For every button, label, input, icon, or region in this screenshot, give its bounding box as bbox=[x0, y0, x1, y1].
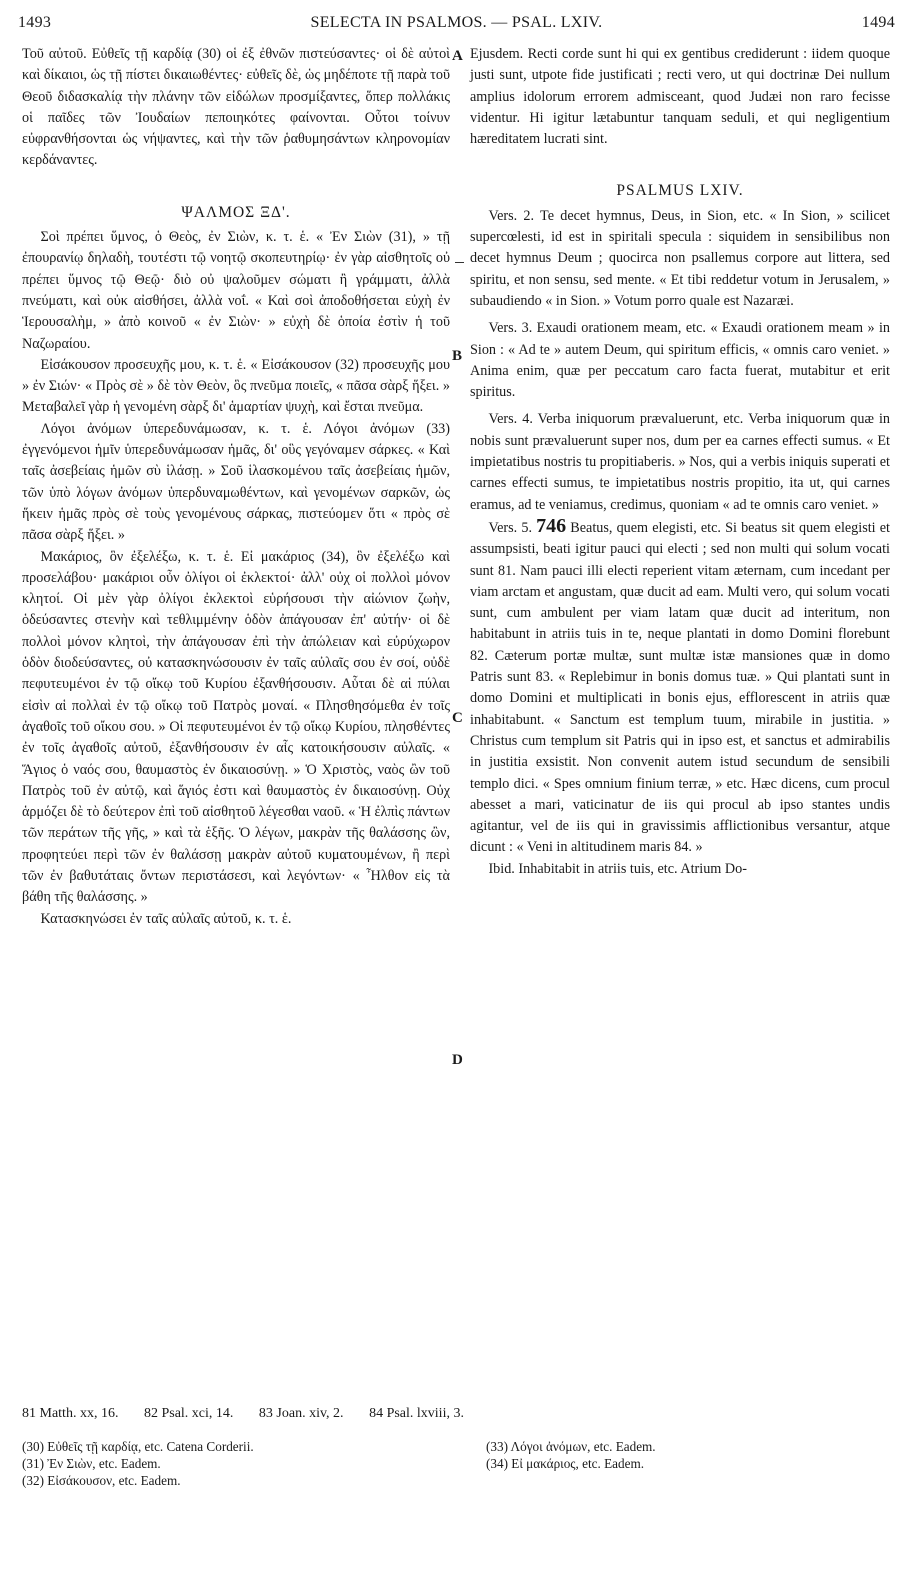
source-notes-left bbox=[22, 1438, 442, 1489]
latin-psalm-title: PSALMUS LXIV. bbox=[616, 182, 744, 200]
margin-letter-d: D bbox=[452, 1052, 463, 1068]
footnote: 81 Matth. xx, 16. bbox=[22, 1406, 119, 1421]
footnotes bbox=[22, 1406, 891, 1422]
margin-letter-a: A bbox=[452, 48, 463, 64]
greek-intro: Τοῦ αὐτοῦ. Εὐθεῖς τῇ καρδίᾳ (30) οἱ ἐξ ἐθνῶν πιστεύσαντες· οἱ δὲ αὐτοὶ καὶ δίκαιοι, ὡς τῇ πίστει δικαιωθέντες· εὐθεῖς δὲ, ὡς μηδέποτε τῇ παρὰ τοῦ Θεοῦ διδασκαλίᾳ τὴν πλάνην τῶν εἰδώλων προσμίξαντες, ὅπερ πολλάκις οἱ παῖδες τῶν Ἰουδαίων πεποιηκότες φαίνονται. Οὗτοι τοίνυν εὐφρανθήσονται ὡς νήψαντες, καὶ τὴν τῶν ῥαθυμησάντων κληρονομίαν κερδάναντες. bbox=[22, 46, 450, 169]
latin-paragraph-1: Vers. 2. Te decet hymnus, Deus, in Sion, etc. « In Sion, » scilicet supercœlesti, id est in spiritali specula : siquidem in sensibilibus non decet hymnus Deum ; quocirca non psallemus corpore aut littera, sed spiritu, et non sensu, sed mente. « Et tibi reddetur votum in Jerusalem, » subaudiendo « in Sion. » Votum porro quale est Nazaræi. bbox=[470, 207, 890, 309]
footnote: 83 Joan. xiv, 2. bbox=[258, 1406, 344, 1421]
running-header bbox=[18, 14, 895, 36]
greek-paragraph-5: Κατασκηνώσει ἐν ταῖς αὐλαῖς αὐτοῦ, κ. τ. ἑ. bbox=[40, 910, 292, 927]
running-title: SELECTA IN PSALMOS. — PSAL. LXIV. bbox=[310, 14, 603, 31]
source-notes-right bbox=[486, 1438, 886, 1472]
greek-paragraph-3: Λόγοι ἀνόμων ὑπερεδυνάμωσαν, κ. τ. ἑ. Λόγοι ἀνόμων (33) ἐγγενόμενοι ἡμῖν ὑπερεδυνάμωσαν ἡμᾶς, δι' οὓς γεγόναμεν σάρκες. « Καὶ ταῖς ἀσεβείαις ἡμῶν σὺ ἱλάσῃ. » Σοῦ ἱλασκομένου ταῖς ἀσεβείαις ἡμῶν, τῶν ὑπὸ λόγων ἀνόμων ὑπερδυναμωθέντων, καὶ γενομένων σαρκῶν, ὡς ἥκειν ἡμᾶς πρὸς σὲ τοὺς γενομένους σάρκας, πιστεύομεν ὅτι « πρὸς σὲ πᾶσα σὰρξ ἥξει. » bbox=[22, 420, 450, 544]
latin-column bbox=[470, 44, 890, 880]
page-number-left: 1493 bbox=[18, 14, 52, 31]
greek-paragraph-4: Μακάριος, ὃν ἐξελέξω, κ. τ. ἑ. Εἰ μακάριος (34), ὃν ἐξελέξω καὶ προσελάβου· μακάριοι οὖν ὀλίγοι οἱ ἐκλεκτοί· ἀλλ' οὐχ οἱ πολλοὶ μόνον κλητοί. Οἱ μὲν γὰρ ὀλίγοι ἐκλεκτοὶ εὑρήσουσι τὴν αἰώνιον ζωὴν, ὁδεύσαντες στενὴν καὶ τεθλιμμένην ὁδὸν ἀπάγουσαν ἐπ' αὐτήν· οἱ δὲ πολλοὶ μόνον κλητοὶ, τὴν ἀπάγουσαν ἐπὶ τὴν ἀπώλειαν καὶ εὐρύχωρον ὁδὸν διοδεύσαντες, οὐ κατασκηνώσουσιν ἐν ταῖς αὐλαῖς σου ἐν σοί, οὐδὲ πεφυτευμένοι ἐν τῷ οἴκῳ τοῦ Κυρίου ἐξανθήσουσιν. Αὗται δὲ αἱ πύλαι εἰσὶν αἱ πολλαὶ ἐν τῷ οἴκῳ τοῦ Πατρὸς μοναί. « Πλησθησόμεθα ἐν τοῖς ἀγαθοῖς τοῦ οἴκου σου. » Οἱ πεφυτευμένοι ἐν τῷ οἴκῳ Κυρίου, πλησθέντες ἐν τοῖς ἀγαθοῖς αὐτοῦ, ἐξανθήσουσιν ἐν αἷς κατοικήσουσιν αὐλαῖς. « Ἅγιος ὁ ναός σου, θαυμαστὸς ἐν δικαιοσύνῃ. » Ὁ Χριστὸς, ναὸς ὢν τοῦ Πατρὸς τοῦ ἐν αὐτῷ, καὶ ἅγιός ἐστι καὶ θαυμαστὸς ἐν δικαιοσύνῃ. Οὐχ ἁρμόζει δὲ τὸ δεύτερον ἐπὶ τοῦ αἰσθητοῦ λέγεσθαι ναοῦ. « Ἡ ἐλπὶς πάντων τῶν περάτων τῆς γῆς, » καὶ τὰ ἑξῆς. Ὁ λέγων, μακρὰν τῆς θαλάσσης ὢν, προφητεύει περὶ τῶν ἐν θαλάσσῃ μακρὰν αὐτοῦ κυματουμένων, ἢ περὶ τῶν ἐν βαθυτάταις ὄντων περιστάσεσι, καὶ λεγόντων· « Ἦλθον εἰς τὰ βάθη τῆς θαλάσσης. » bbox=[22, 548, 450, 906]
latin-paragraph-3: Vers. 4. Verba iniquorum prævaluerunt, etc. Verba iniquorum quæ in nobis sunt prævaluerunt super nos, dum per ea carnes effecti sumus. « Et impietatibus nostris tu propitiaberis. » Nos, qui a verbis iniquis superati et carnes effecti sumus, te impietatibus nostris propitio, ita ut, qui carnes eramus, ad te veniamus, credimus, quoniam « ad te omnis caro veniet. » bbox=[470, 411, 890, 513]
latin-intro: Ejusdem. Recti corde sunt hi qui ex gentibus crediderunt : iidem quoque justi sunt, utpote fide justificati ; recti vero, ut qui doctrinæ Dei nullum amplius idolorum errorem admisceant, quod Judæi non raro fecisse videntur. Hi igitur lætabuntur tanquam seduli, et qui negligentium hæreditatem lucrati sint. bbox=[470, 46, 890, 148]
verse-label: Vers. 5. bbox=[488, 519, 537, 536]
source-note: (34) Εἰ μακάριος, etc. Eadem. bbox=[486, 1456, 644, 1471]
greek-paragraph-1: Σοὶ πρέπει ὕμνος, ὁ Θεὸς, ἐν Σιὼν, κ. τ. ἑ. « Ἐν Σιὼν (31), » τῇ ἐπουρανίῳ δηλαδὴ, τουτέστι τῷ νοητῷ σκοπευτηρίῳ· ἐν γὰρ αἰσθητοῖς οὐ πρέπει ὕμνος τῷ Θεῷ· διὸ οὐ ψαλοῦμεν σώματι ἢ γράμματι, ἀλλὰ πνεύματι, καὶ οὐκ αἰσθήσει, ἀλλὰ νοΐ. « Καὶ σοὶ ἀποδοθήσεται εὐχὴ ἐν Ἱερουσαλὴμ, » ἀπὸ κοινοῦ « ἐν Σιὼν· » εὐχὴ δὲ ὁποία ἐστὶν ἡ τοῦ Ναζωραίου. bbox=[22, 229, 450, 352]
footnote: 84 Psal. lxviii, 3. bbox=[369, 1406, 464, 1421]
column-number: 746 bbox=[536, 514, 567, 537]
source-note: (32) Εἰσάκουσον, etc. Eadem. bbox=[22, 1473, 181, 1488]
source-note: (33) Λόγοι ἀνόμων, etc. Eadem. bbox=[486, 1439, 656, 1454]
margin-letter-b: B bbox=[452, 348, 463, 364]
source-note: (30) Εὐθεῖς τῇ καρδίᾳ, etc. Catena Corderii. bbox=[22, 1439, 254, 1454]
latin-paragraph-5: Ibid. Inhabitabit in atriis tuis, etc. Atrium Do- bbox=[488, 860, 747, 877]
greek-psalm-title: ΨΑΛΜΟΣ ΞΔ'. bbox=[181, 203, 291, 221]
latin-paragraph-2: Vers. 3. Exaudi orationem meam, etc. « Exaudi orationem meam » in Sion : « Ad te » autem Deum, qui spiritum efficis, « omnis caro veniet. » Anima enim, quæ per peccatum caro facta fuerat, mutabitur et erit spiritus. bbox=[470, 320, 890, 401]
footnote: 82 Psal. xci, 14. bbox=[143, 1406, 234, 1421]
greek-column bbox=[22, 44, 450, 930]
margin-letter-c: C bbox=[452, 710, 463, 726]
latin-paragraph-4-text: Beatus, quem elegisti, etc. Si beatus sit quem elegisti et assumpsisti, beati igitur pauci qui electi ; sed non multi qui solum vocati sunt 81. Nam pauci illi electi reperient vitam æternam, cum incedant per viam arctam et angustam, quæ ducit ad eam. Multi vero, qui solum vocati sunt, cum ambulent per viam latam quæ ducit ad interitum, non habitabunt in atriis tuis in te, neque plantati in domo Domini florebunt 82. Cæterum portæ multæ, sunt multæ istæ mansiones quæ in domo Patris sunt 83. « Replebimur in bonis domus tuæ. » Qui plantati sunt in domo Domini et multiplicati in bonis ejus, efflorescent in atriis quæ inhabitabunt. « Sanctum est templum tuum, mirabile in justitia. » Christus cum templum sit Patris qui in ipso est, et sanctus et admirabilis in justitia exsistit. Non convenit autem istud secundum de sensibili templo dici. « Spes omnium finium terræ, » etc. Hæc dicens, cum procul abesset a mari, vaticinatur de iis qui procul ab ipso stantes undis agitantur, vel de iis qui in gravissimis afflictionibus versantur, atque dicunt : « Veni in altitudinem maris 84. » bbox=[470, 519, 890, 856]
latin-paragraph-4 bbox=[470, 516, 890, 859]
column-divider bbox=[455, 262, 464, 263]
greek-paragraph-2: Εἰσάκουσον προσευχῆς μου, κ. τ. ἑ. « Εἰσάκουσον (32) προσευχῆς μου » ἐν Σιών· « Πρὸς σὲ » δὲ τὸν Θεὸν, ὃς πνεῦμα ποιεῖς, « πᾶσα σὰρξ ἥξει. » Μεταβαλεῖ γὰρ ἡ γενομένη σὰρξ δι' ἁμαρτίαν ψυχὴ, καὶ ἔσται πνεῦμα. bbox=[22, 356, 450, 416]
page-number-right: 1494 bbox=[861, 14, 895, 31]
source-note: (31) Ἐν Σιὼν, etc. Eadem. bbox=[22, 1456, 161, 1471]
